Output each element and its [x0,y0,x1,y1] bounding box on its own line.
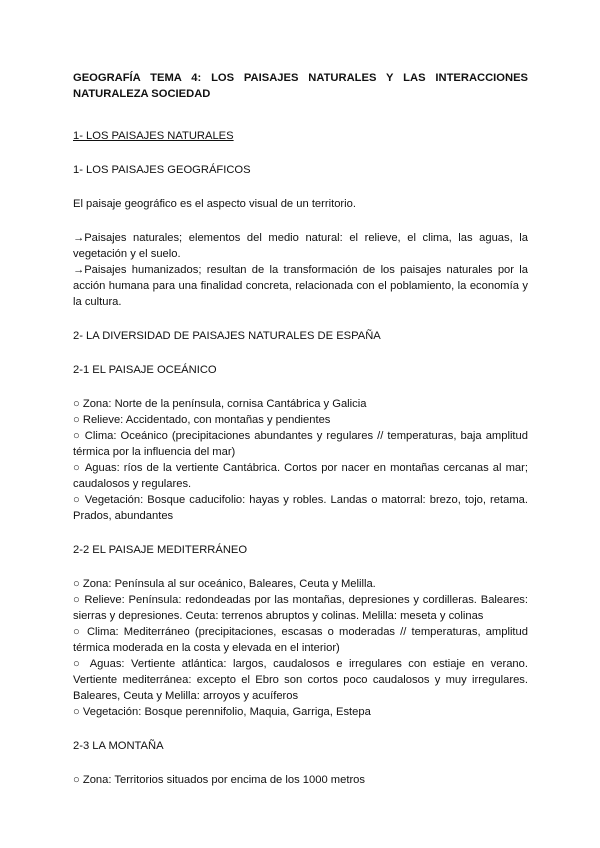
list-item: ○ Relieve: Accidentado, con montañas y pendientes [73,412,528,428]
list-item: ○ Vegetación: Bosque perennifolio, Maquia, Garriga, Estepa [73,704,528,720]
subsection-heading: 1- LOS PAISAJES GEOGRÁFICOS [73,164,251,176]
landscape-types [73,230,528,310]
list-item: ○ Clima: Mediterráneo (precipitaciones, escasas o moderadas // temperaturas, amplitud térmica moderada en la costa y elevada en el interior) [73,624,528,656]
list-item: ○ Zona: Norte de la península, cornisa Cantábrica y Galicia [73,396,528,412]
oceanic-heading: 2-1 EL PAISAJE OCEÁNICO [73,364,217,376]
mediterranean-heading: 2-2 EL PAISAJE MEDITERRÁNEO [73,544,248,556]
mountain-list [73,772,528,788]
list-item: ○ Clima: Oceánico (precipitaciones abundantes y regulares // temperaturas, baja amplitud térmica por la influencia del mar) [73,428,528,460]
document-page [73,70,528,806]
list-item: → Paisajes humanizados; resultan de la transformación de los paisajes naturales por la acción humana para una finalidad concreta, relacionada con el poblamiento, la economía y la cultura. [73,262,528,310]
list-item: ○ Aguas: Vertiente atlántica: largos, caudalosos e irregulares con estiaje en verano. Vertiente mediterránea: excepto el Ebro son cortos poco caudalosos y muy irregulares. Baleares, Ceuta y Melilla: arroyos y acuíferos [73,656,528,704]
mediterranean-list [73,576,528,720]
list-item: ○ Zona: Territorios situados por encima de los 1000 metros [73,772,528,788]
mountain-heading: 2-3 LA MONTAÑA [73,740,164,752]
list-item: ○ Zona: Península al sur oceánico, Baleares, Ceuta y Melilla. [73,576,528,592]
oceanic-list [73,396,528,524]
list-item: → Paisajes naturales; elementos del medio natural: el relieve, el clima, las aguas, la vegetación y el suelo. [73,230,528,262]
document-title: GEOGRAFÍA TEMA 4: LOS PAISAJES NATURALES Y LAS INTERACCIONES NATURALEZA SOCIEDAD [73,72,528,100]
section-heading: 1- LOS PAISAJES NATURALES [73,130,234,142]
subsection-heading: 2- LA DIVERSIDAD DE PAISAJES NATURALES DE ESPAÑA [73,330,381,342]
list-item: ○ Relieve: Península: redondeadas por las montañas, depresiones y cordilleras. Baleares: sierras y depresiones. Ceuta: terrenos abruptos y colinas. Melilla: meseta y colinas [73,592,528,624]
intro-paragraph: El paisaje geográfico es el aspecto visual de un territorio. [73,198,356,210]
list-item: ○ Aguas: ríos de la vertiente Cantábrica. Cortos por nacer en montañas cercanas al mar; caudalosos y regulares. [73,460,528,492]
list-item: ○ Vegetación: Bosque caducifolio: hayas y robles. Landas o matorral: brezo, tojo, retama. Prados, abundantes [73,492,528,524]
